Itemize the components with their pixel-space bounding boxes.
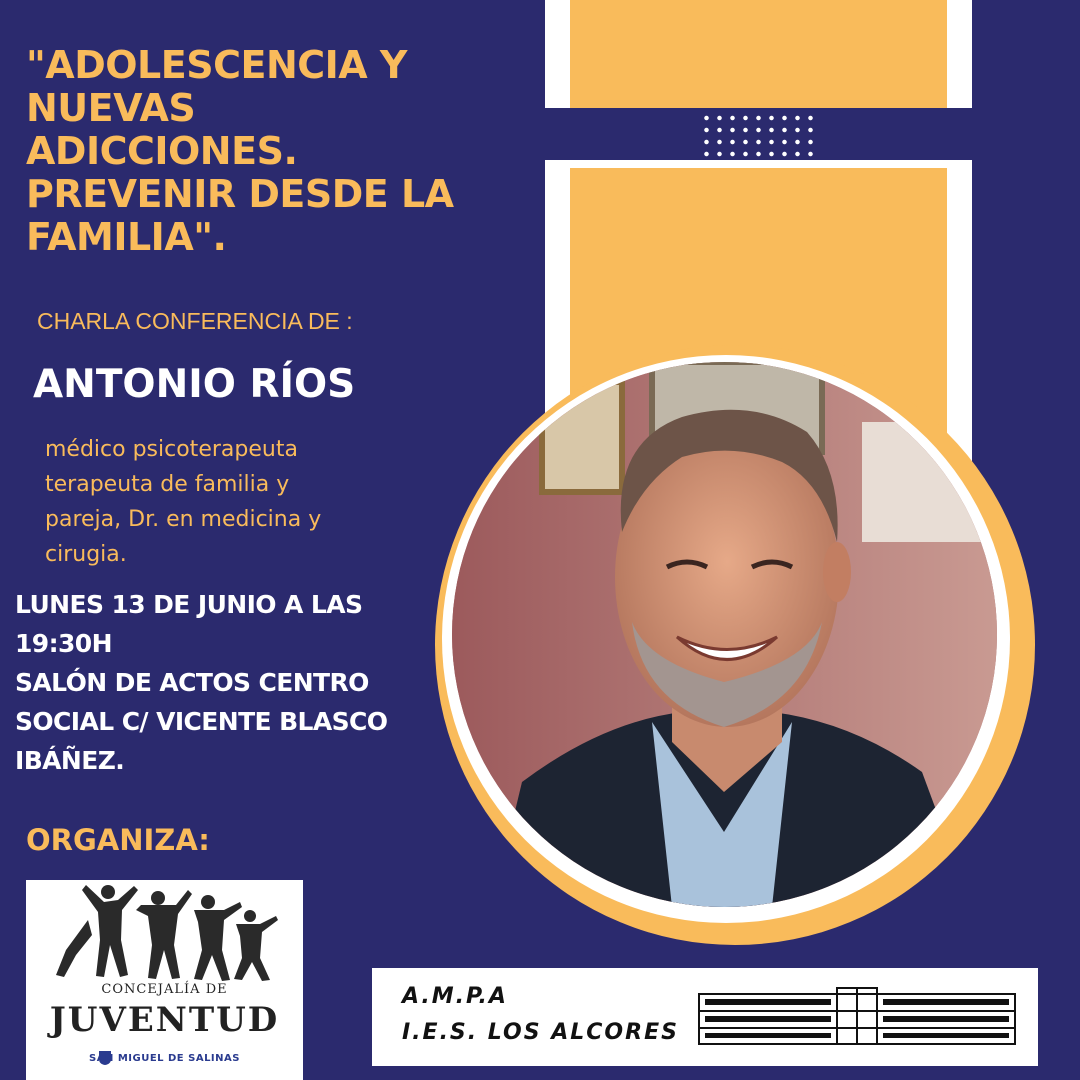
school-building-icon <box>697 986 1017 1048</box>
description-line: cirugia. <box>45 542 127 567</box>
juventud-bottom-text: SAN MIGUEL DE SALINAS <box>89 1053 240 1064</box>
title-line: NUEVAS <box>26 86 196 130</box>
title-line: ADICCIONES. <box>26 129 298 173</box>
speaker-photo <box>452 362 997 907</box>
description-line: pareja, Dr. en medicina y <box>45 507 322 532</box>
event-line: 19:30H <box>15 629 112 658</box>
ampa-line-1: A.M.P.A <box>402 984 508 1009</box>
ampa-line-2: I.E.S. LOS ALCORES <box>402 1020 679 1045</box>
title-line: FAMILIA". <box>26 215 227 259</box>
event-title <box>26 44 526 259</box>
description-line: médico psicoterapeuta <box>45 437 298 462</box>
decorative-dots <box>700 112 820 160</box>
description-line: terapeuta de familia y <box>45 472 290 497</box>
event-details <box>15 585 455 780</box>
event-subtitle: CHARLA CONFERENCIA DE : <box>37 308 353 334</box>
organizer-heading: ORGANIZA: <box>26 823 210 857</box>
event-line: IBÁÑEZ. <box>15 746 125 775</box>
people-silhouette-icon <box>26 880 303 990</box>
decorative-bar-top <box>545 0 972 108</box>
title-line: "ADOLESCENCIA Y <box>26 43 407 87</box>
speaker-description <box>45 432 435 572</box>
speaker-photo-illustration <box>452 362 997 907</box>
juventud-top-text: CONCEJALÍA DE <box>101 982 228 997</box>
ampa-logo <box>372 968 1038 1066</box>
speaker-name: ANTONIO RÍOS <box>33 362 356 407</box>
title-line: PREVENIR DESDE LA <box>26 172 454 216</box>
event-line: LUNES 13 DE JUNIO A LAS <box>15 590 363 619</box>
juventud-main-text: JUVENTUD <box>49 1000 280 1040</box>
juventud-logo <box>26 880 303 1080</box>
event-line: SALÓN DE ACTOS CENTRO <box>15 668 369 697</box>
event-line: SOCIAL C/ VICENTE BLASCO <box>15 707 388 736</box>
